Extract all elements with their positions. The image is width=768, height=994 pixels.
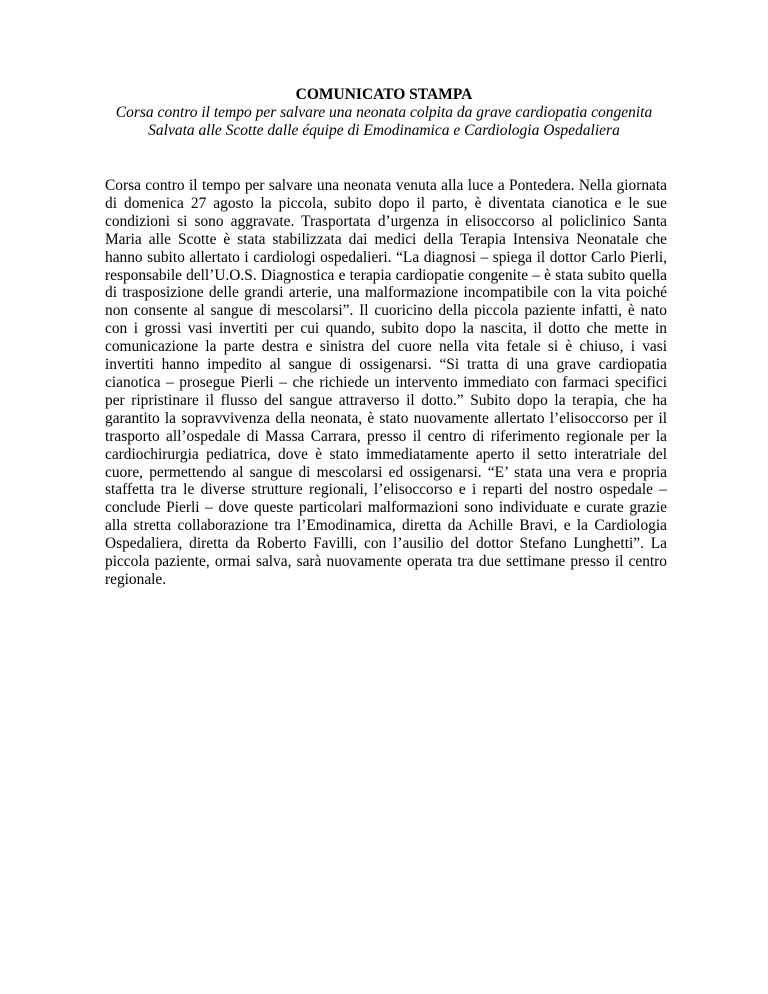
document-subtitle-line-1: Corsa contro il tempo per salvare una neonata colpita da grave cardiopatia congenita: [115, 104, 653, 121]
document-header: [0, 86, 768, 140]
document-subtitle-line-2: Salvata alle Scotte dalle équipe di Emodinamica e Cardiologia Ospedaliera: [148, 122, 620, 139]
press-release-body: Corsa contro il tempo per salvare una neonata venuta alla luce a Pontedera. Nella giornata di domenica 27 agosto la piccola, subito dopo il parto, è diventata cianotica e le sue condizioni si sono aggravate. Trasportata d’urgenza in elisoccorso al policlinico Santa Maria alle Scotte è stata stabilizzata dai medici della Terapia Intensiva Neonatale che hanno subito allertato i cardiologi ospedalieri. “La diagnosi – spiega il dottor Carlo Pierli, responsabile dell’U.O.S. Diagnostica e terapia cardiopatie congenite – è stata subito quella di trasposizione delle grandi arterie, una malformazione incompatibile con la vita poiché non consente al sangue di mescolarsi”. Il cuoricino della piccola paziente infatti, è nato con i grossi vasi invertiti per cui quando, subito dopo la nascita, il dotto che mette in comunicazione la parte destra e sinistra del cuore nella vita fetale si è chiuso, i vasi invertiti hanno impedito al sangue di ossigenarsi. “Si tratta di una grave cardiopatia cianotica – prosegue Pierli – che richiede un intervento immediato con farmaci specifici per ripristinare il flusso del sangue attraverso il dotto.” Subito dopo la terapia, che ha garantito la sopravvivenza della neonata, è stato nuovamente allertato l’elisoccorso per il trasporto all’ospedale di Massa Carrara, presso il centro di riferimento regionale per la cardiochirurgia pediatrica, dove è stato immediatamente aperto il setto interatriale del cuore, permettendo al sangue di mescolarsi ed ossigenarsi. “E’ stata una vera e propria staffetta tra le diverse strutture regionali, l’elisoccorso e i reparti del nostro ospedale – conclude Pierli – dove queste particolari malformazioni sono individuate e curate grazie alla stretta collaborazione tra l’Emodinamica, diretta da Achille Bravi, e la Cardiologia Ospedaliera, diretta da Roberto Favilli, con l’ausilio del dottor Stefano Lunghetti”. La piccola paziente, ormai salva, sarà nuovamente operata tra due settimane presso il centro regionale.: [105, 177, 667, 588]
document-title: COMUNICATO STAMPA: [295, 86, 473, 103]
